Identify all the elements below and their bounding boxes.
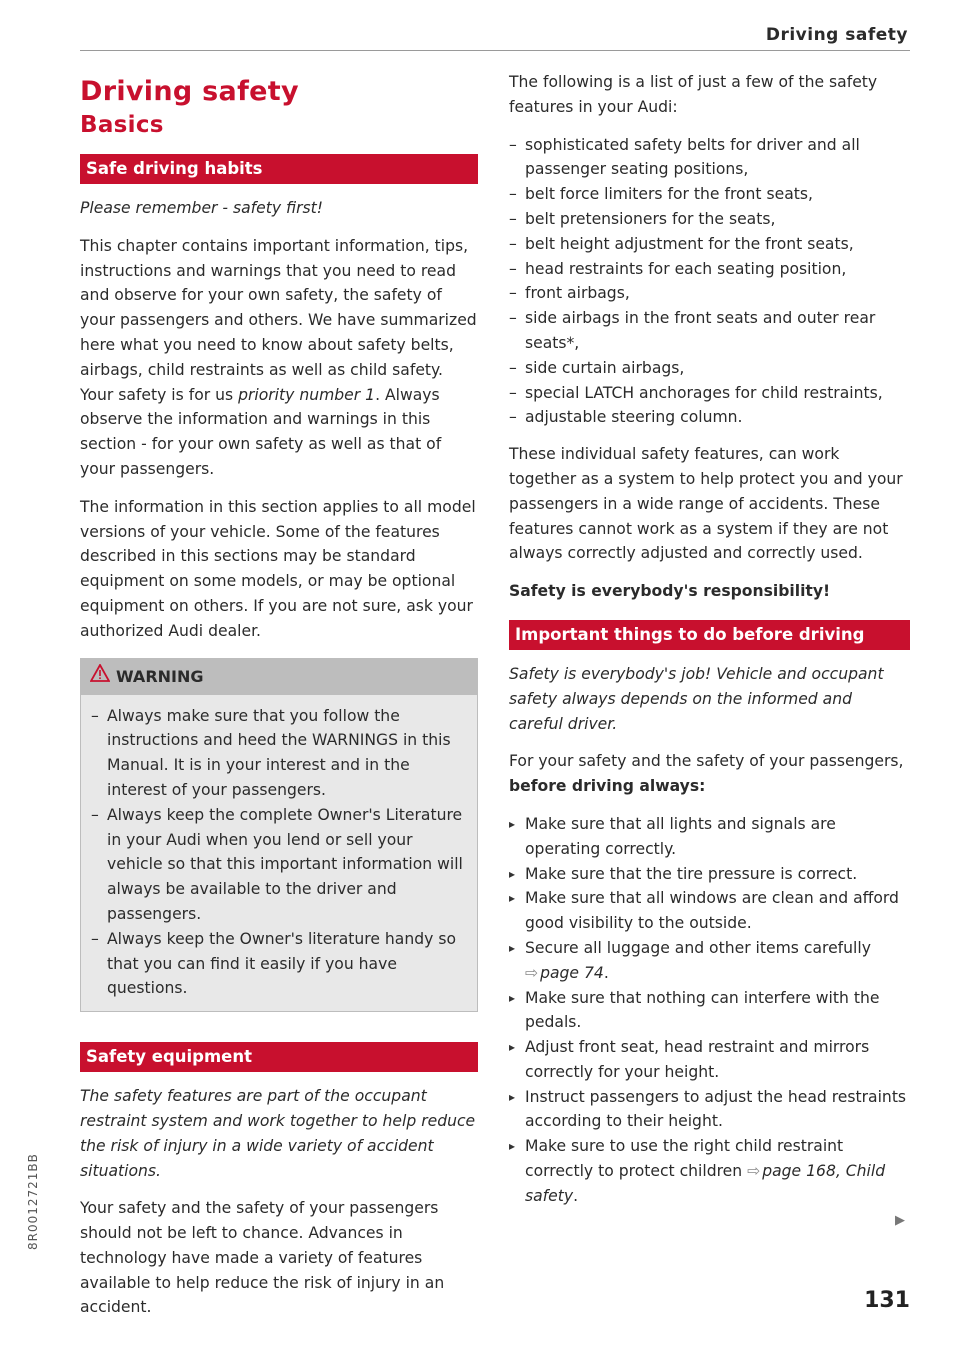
document-code: 8R0012721BB bbox=[26, 1153, 40, 1250]
feature-item: – adjustable steering column. bbox=[509, 405, 910, 430]
feature-item: – belt pretensioners for the seats, bbox=[509, 207, 910, 232]
heading-safety-equipment: Safety equipment bbox=[80, 1042, 478, 1072]
equipment-lead: The safety features are part of the occupant restraint system and work together to help reduce the risk of injury in a wide variety of accident situations. bbox=[80, 1087, 476, 1180]
step-item: ▸ Make sure that nothing can interfere with the pedals. bbox=[509, 986, 910, 1036]
responsibility-line: Safety is everybody's responsibility! bbox=[509, 582, 831, 601]
page-number: 131 bbox=[864, 1288, 910, 1313]
page-74-link[interactable]: ⇨ page 74 bbox=[525, 963, 604, 982]
warning-item: – Always make sure that you follow the instructions and heed the WARNINGS in this Manual. It is in your interest and in the interest of your passengers. bbox=[91, 704, 467, 803]
feature-item: – side curtain airbags, bbox=[509, 356, 910, 381]
feature-item: – belt height adjustment for the front seats, bbox=[509, 232, 910, 257]
step-item: ▸ Instruct passengers to adjust the head restraints according to their height. bbox=[509, 1085, 910, 1135]
heading-safe-driving-habits: Safe driving habits bbox=[80, 154, 478, 184]
feature-item: – head restraints for each seating position, bbox=[509, 257, 910, 282]
feature-item: – special LATCH anchorages for child restraints, bbox=[509, 381, 910, 406]
continued-arrow-icon: ▶ bbox=[895, 1213, 905, 1228]
habits-paragraph-2: The information in this section applies to all model versions of your vehicle. Some of the features described in this sections may be standard equipment on some models, or may be optional equipment on others. If you are not sure, ask your authorized Audi dealer. bbox=[80, 497, 476, 640]
step-item: ▸ Make sure that all windows are clean and afford good visibility to the outside. bbox=[509, 886, 910, 936]
child-safety-link[interactable]: ⇨ page 168, Child safety bbox=[525, 1162, 886, 1205]
right-column bbox=[509, 70, 910, 1209]
heading-important-things: Important things to do before driving bbox=[509, 620, 910, 650]
reference-arrow-icon: ⇨ bbox=[747, 1162, 761, 1181]
step-item: ▸ Make sure that all lights and signals are operating correctly. bbox=[509, 812, 910, 862]
warning-label: WARNING bbox=[116, 666, 204, 686]
before-driving-intro: For your safety and the safety of your passengers, before driving always: bbox=[509, 752, 904, 796]
habits-paragraph-1: This chapter contains important information, tips, instructions and warnings that you need to read and observe for your own safety, the safety of your passengers and others. We have summarized here what you need to know about safety belts, airbags, child restraints as well as child safety. Your safety is for us priority number 1. Always observe the information and warnings in this section - for your own safety as well as that of your passengers. bbox=[80, 236, 477, 478]
warning-item: – Always keep the complete Owner's Literature in your Audi when you lend or sell your vehicle so that this important information will always be available to the driver and passengers. bbox=[91, 803, 467, 927]
step-item: ▸ Secure all luggage and other items carefully ⇨ page 74. bbox=[509, 936, 910, 986]
header-rule bbox=[80, 50, 910, 51]
safety-features-list bbox=[509, 133, 910, 431]
feature-item: – side airbags in the front seats and outer rear seats*, bbox=[509, 306, 910, 356]
before-driving-steps bbox=[509, 812, 910, 1209]
reference-arrow-icon: ⇨ bbox=[525, 963, 539, 982]
warning-list bbox=[91, 704, 467, 1002]
equipment-paragraph: Your safety and the safety of your passengers should not be left to chance. Advances in technology have made a variety of features available to help reduce the risk of injury in an accident. bbox=[80, 1199, 445, 1317]
features-together-paragraph: These individual safety features, can work together as a system to help protect you and your passengers in a wide range of accidents. These features cannot work as a system if they are not always correctly adjusted and correctly used. bbox=[509, 445, 903, 563]
section-subtitle: Basics bbox=[80, 112, 164, 138]
important-lead: Safety is everybody's job! Vehicle and occupant safety always depends on the informed and careful driver. bbox=[509, 664, 884, 733]
step-item: ▸ Adjust front seat, head restraint and mirrors correctly for your height. bbox=[509, 1035, 910, 1085]
feature-item: – sophisticated safety belts for driver and all passenger seating positions, bbox=[509, 133, 910, 183]
step-item: ▸ Make sure to use the right child restraint correctly to protect children ⇨ page 168, Child safety. bbox=[509, 1134, 910, 1208]
section-title: Driving safety bbox=[80, 76, 299, 107]
feature-item: – belt force limiters for the front seats, bbox=[509, 182, 910, 207]
warning-item: – Always keep the Owner's literature handy so that you can find it easily if you have questions. bbox=[91, 927, 467, 1001]
feature-item: – front airbags, bbox=[509, 281, 910, 306]
warning-header bbox=[81, 659, 477, 695]
habits-lead: Please remember - safety first! bbox=[80, 199, 324, 217]
warning-box bbox=[80, 658, 478, 1013]
warning-triangle-icon bbox=[89, 659, 111, 695]
step-item: ▸ Make sure that the tire pressure is correct. bbox=[509, 862, 910, 887]
features-intro: The following is a list of just a few of the safety features in your Audi: bbox=[509, 73, 878, 116]
running-head: Driving safety bbox=[765, 25, 908, 45]
left-column bbox=[80, 70, 478, 1333]
